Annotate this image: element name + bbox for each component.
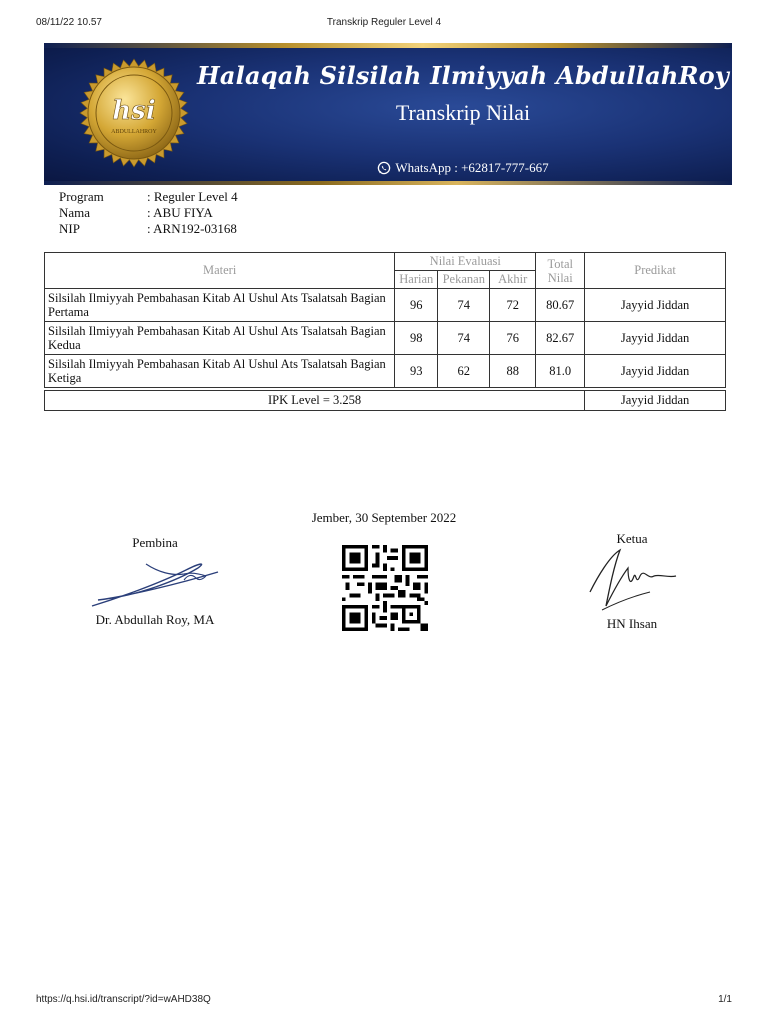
cell-akhir: 88 [490,355,536,388]
ipk-row [45,391,726,411]
cell-pekanan: 74 [438,322,490,355]
table-row [45,355,726,388]
header-akhir: Akhir [490,271,536,289]
seal-subtext: ABDULLAHROY [111,129,157,135]
ketua-name: HN Ihsan [606,616,658,631]
print-title: Transkrip Reguler Level 4 [326,17,442,28]
cell-total: 82.67 [536,322,585,355]
cell-akhir: 76 [490,322,536,355]
student-info [59,189,238,237]
table-header-row [45,253,726,271]
header-total-nilai [536,253,585,289]
ketua-role: Ketua [616,531,648,546]
program-label: Program [59,189,104,204]
hsi-seal-logo [78,57,190,169]
banner-gold-stripe-bottom [44,181,732,185]
print-datetime: 08/11/22 10.57 [36,17,102,28]
cell-akhir: 72 [490,289,536,322]
cell-materi: Silsilah Ilmiyyah Pembahasan Kitab Al Ushul Ats Tsalatsah Bagian Kedua [45,322,395,355]
header-total-line1: Total [547,256,573,271]
signing-date: Jember, 30 September 2022 [311,510,457,525]
nip-row [59,221,238,237]
whatsapp-icon [377,161,391,175]
whatsapp-contact [194,160,732,176]
cell-predikat: Jayyid Jiddan [585,322,726,355]
cell-harian: 93 [395,355,438,388]
pembina-signature [88,550,224,612]
whatsapp-number: WhatsApp : +62817-777-667 [395,160,549,175]
table-row [45,322,726,355]
document-title: Transkrip Nilai [395,100,531,125]
qr-code [339,545,431,631]
page-number: 1/1 [718,994,732,1005]
pembina-name: Dr. Abdullah Roy, MA [95,612,215,627]
seal-text: hsi [112,96,156,126]
cell-pekanan: 62 [438,355,490,388]
ipk-predikat: Jayyid Jiddan [585,391,726,411]
cell-materi: Silsilah Ilmiyyah Pembahasan Kitab Al Ushul Ats Tsalatsah Bagian Ketiga [45,355,395,388]
page-url: https://q.hsi.id/transcript/?id=wAHD38Q [36,994,211,1005]
header-predikat: Predikat [585,253,726,289]
cell-harian: 96 [395,289,438,322]
header-banner [44,43,732,185]
cell-harian: 98 [395,322,438,355]
cell-pekanan: 74 [438,289,490,322]
banner-gold-stripe [44,43,732,48]
grades-table [44,252,726,411]
ketua-signature [584,546,680,614]
name-value: : ABU FIYA [147,205,213,220]
ipk-value: IPK Level = 3.258 [45,391,585,411]
pembina-role: Pembina [132,535,178,550]
cell-total: 81.0 [536,355,585,388]
cell-total: 80.67 [536,289,585,322]
program-value: : Reguler Level 4 [147,189,238,204]
header-nilai-evaluasi: Nilai Evaluasi [395,253,536,271]
table-row [45,289,726,322]
header-total-line2: Nilai [547,270,573,285]
institution-name: Halaqah Silsilah Ilmiyyah AbdullahRoy [197,61,729,90]
header-materi: Materi [45,253,395,289]
header-harian: Harian [395,271,438,289]
nip-value: : ARN192-03168 [147,221,237,236]
cell-predikat: Jayyid Jiddan [585,355,726,388]
cell-materi: Silsilah Ilmiyyah Pembahasan Kitab Al Ushul Ats Tsalatsah Bagian Pertama [45,289,395,322]
program-row [59,189,238,205]
name-label: Nama [59,205,91,220]
name-row [59,205,238,221]
cell-predikat: Jayyid Jiddan [585,289,726,322]
nip-label: NIP [59,221,80,236]
header-pekanan: Pekanan [438,271,490,289]
